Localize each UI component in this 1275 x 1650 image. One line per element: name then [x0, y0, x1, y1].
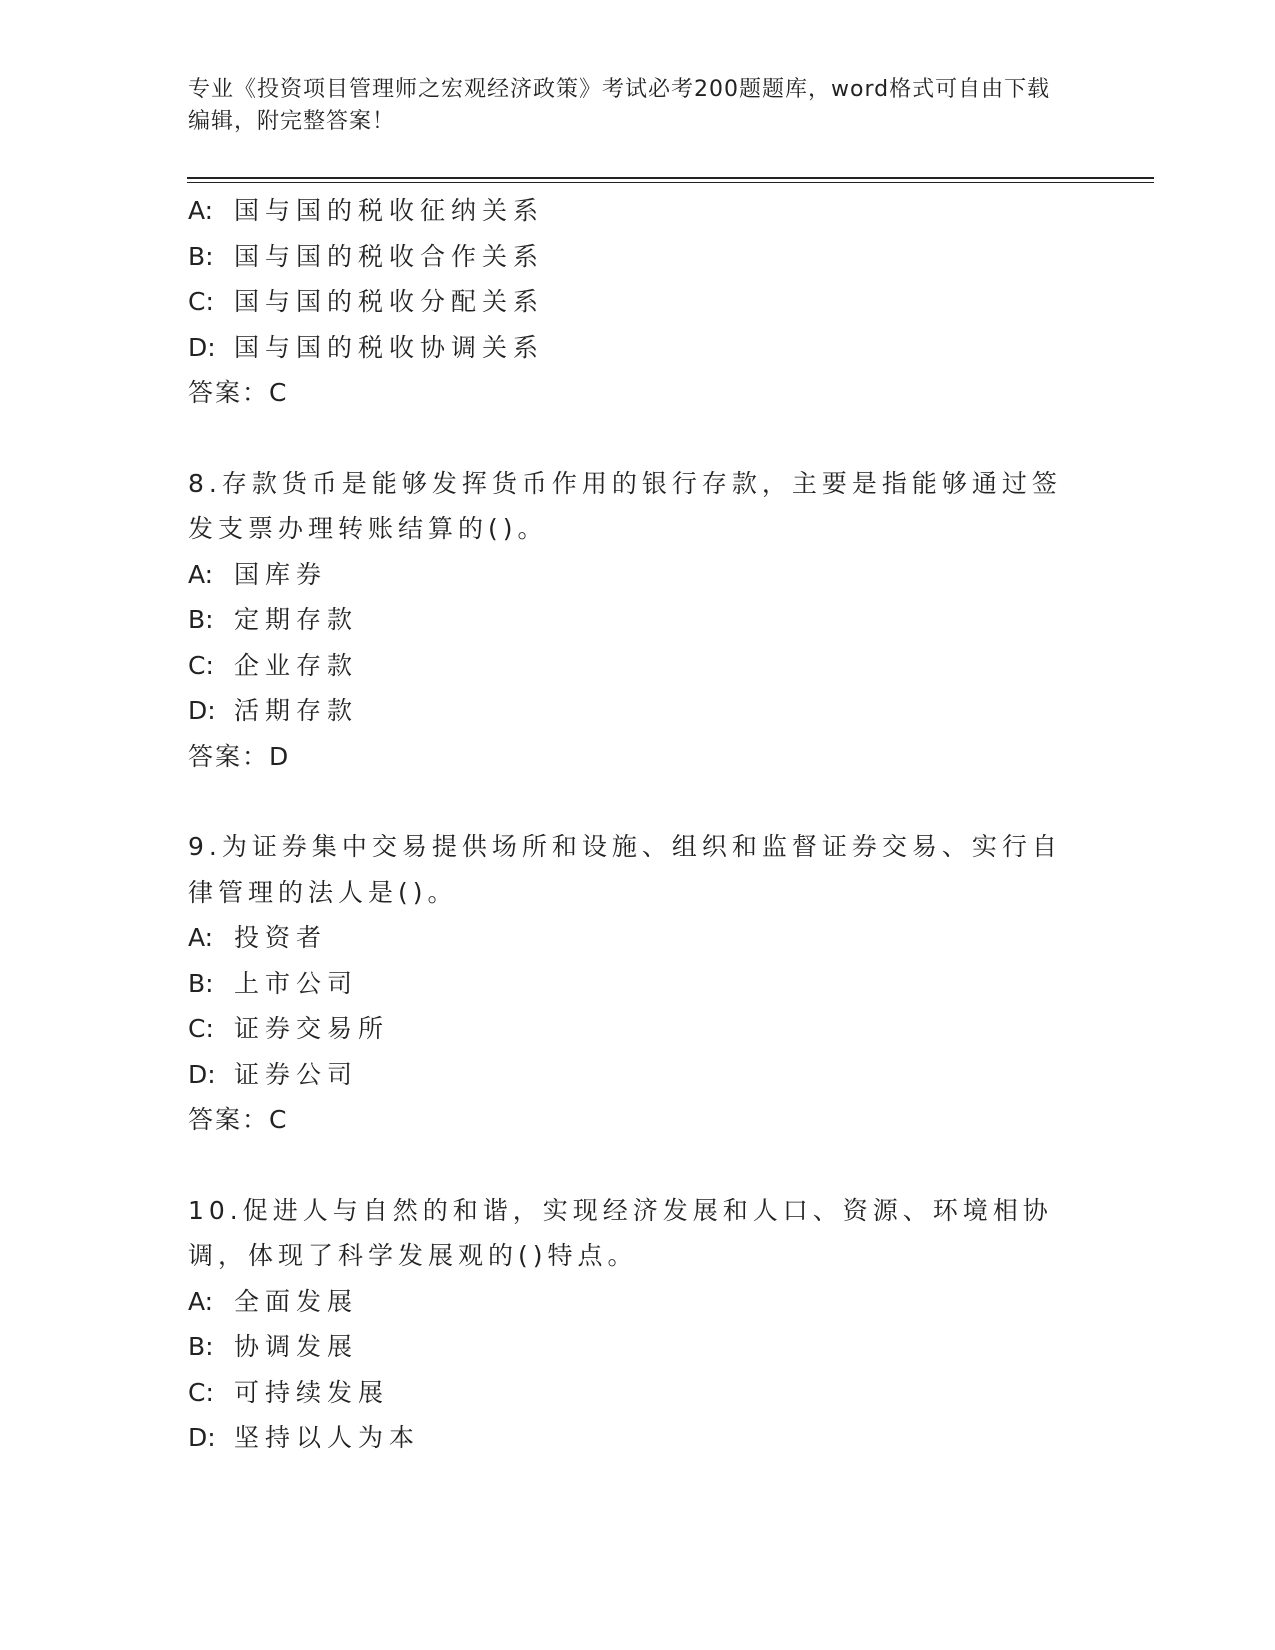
option-c	[188, 643, 1068, 689]
option-label: B:	[188, 968, 214, 998]
option-text: 国与国的税收协调关系	[234, 332, 545, 362]
option-text: 证券交易所	[234, 1014, 390, 1043]
option-b	[188, 1324, 1068, 1370]
answer-line: 答案：C	[188, 1105, 289, 1134]
question-text: 8.存款货币是能够发挥货币作用的银行存款，主要是指能够通过签发支票办理转账结算的()。	[188, 468, 1062, 543]
option-label: C:	[188, 1377, 214, 1407]
spacer	[188, 779, 1068, 824]
spacer	[188, 416, 1068, 461]
option-d	[188, 688, 1068, 734]
option-label: D:	[188, 332, 216, 362]
option-d	[188, 325, 1068, 371]
option-label: B:	[188, 605, 214, 634]
option-c	[188, 1006, 1068, 1052]
option-d	[188, 1415, 1068, 1461]
spacer	[188, 1143, 1068, 1188]
option-label: A:	[188, 1286, 214, 1316]
answer-line: 答案：C	[188, 378, 289, 407]
option-text: 协调发展	[234, 1332, 359, 1361]
option-text: 投资者	[234, 923, 328, 952]
option-a	[188, 1279, 1068, 1325]
header-rule-thin	[187, 182, 1154, 183]
option-label: D:	[188, 1059, 216, 1089]
option-c	[188, 279, 1068, 325]
option-c	[188, 1370, 1068, 1416]
option-text: 坚持以人为本	[234, 1423, 421, 1452]
option-text: 证券公司	[234, 1059, 359, 1089]
question-list	[188, 188, 1068, 1461]
question-9	[188, 824, 1068, 1143]
option-b	[188, 234, 1068, 280]
question-text: 9.为证券集中交易提供场所和设施、组织和监督证券交易、实行自律管理的法人是()。	[188, 832, 1062, 907]
header-rule-thick	[187, 177, 1154, 179]
option-text: 定期存款	[234, 605, 359, 634]
option-label: A:	[188, 559, 214, 589]
option-text: 国库券	[234, 559, 328, 589]
option-b	[188, 597, 1068, 643]
option-text: 全面发展	[234, 1286, 359, 1316]
page-header: 专业《投资项目管理师之宏观经济政策》考试必考200题题库，word格式可自由下载编辑，附完整答案！	[188, 77, 1051, 134]
option-label: A:	[188, 196, 214, 225]
option-d	[188, 1052, 1068, 1098]
option-a	[188, 188, 1068, 234]
option-label: C:	[188, 287, 214, 316]
option-text: 活期存款	[234, 696, 359, 725]
option-label: C:	[188, 650, 214, 680]
option-text: 国与国的税收合作关系	[234, 241, 545, 271]
option-a	[188, 915, 1068, 961]
option-label: B:	[188, 241, 214, 271]
question-8	[188, 461, 1068, 780]
question-10	[188, 1188, 1068, 1461]
option-text: 国与国的税收分配关系	[234, 287, 545, 316]
option-text: 可持续发展	[234, 1377, 390, 1407]
option-a	[188, 552, 1068, 598]
option-label: A:	[188, 923, 214, 952]
option-label: D:	[188, 696, 216, 725]
question-7-partial	[188, 188, 1068, 416]
option-text: 国与国的税收征纳关系	[234, 196, 545, 225]
option-text: 上市公司	[234, 968, 359, 998]
question-text: 10.促进人与自然的和谐，实现经济发展和人口、资源、环境相协调，体现了科学发展观的()特点。	[188, 1195, 1053, 1270]
option-label: D:	[188, 1423, 216, 1452]
option-label: C:	[188, 1014, 214, 1043]
option-label: B:	[188, 1332, 214, 1361]
option-text: 企业存款	[234, 650, 359, 680]
option-b	[188, 961, 1068, 1007]
answer-line: 答案：D	[188, 741, 291, 771]
